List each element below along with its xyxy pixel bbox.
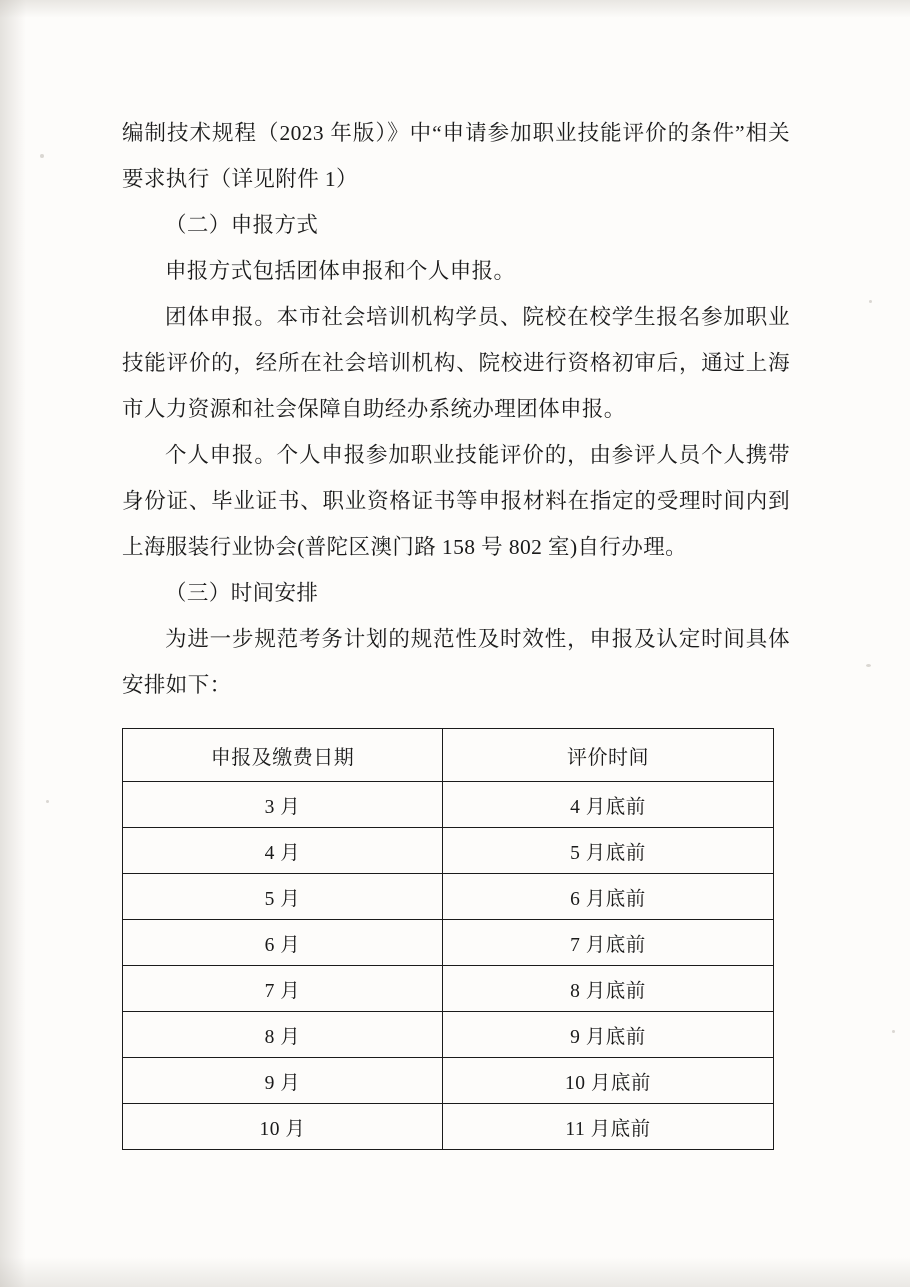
table-cell-evaluation-time: 10 月底前 bbox=[443, 1058, 774, 1104]
table-row bbox=[123, 828, 774, 874]
table-cell-evaluation-time: 9 月底前 bbox=[443, 1012, 774, 1058]
table-cell-application-date: 8 月 bbox=[123, 1012, 443, 1058]
table-cell-application-date: 3 月 bbox=[123, 782, 443, 828]
table-cell-evaluation-time: 11 月底前 bbox=[443, 1104, 774, 1150]
table-cell-evaluation-time: 7 月底前 bbox=[443, 920, 774, 966]
scan-edge-shadow-left bbox=[0, 0, 26, 1287]
table-cell-evaluation-time: 5 月底前 bbox=[443, 828, 774, 874]
table-cell-application-date: 6 月 bbox=[123, 920, 443, 966]
scan-speck bbox=[869, 300, 872, 303]
table-row bbox=[123, 1058, 774, 1104]
table-row bbox=[123, 966, 774, 1012]
scan-speck bbox=[892, 1030, 895, 1033]
scan-edge-shadow-bottom bbox=[0, 1257, 910, 1287]
paragraph-group-application: 团体申报。本市社会培训机构学员、院校在校学生报名参加职业技能评价的，经所在社会培训机构、院校进行资格初审后，通过上海市人力资源和社会保障自助经办系统办理团体申报。 bbox=[122, 305, 790, 421]
paragraph-section-3-intro: 为进一步规范考务计划的规范性及时效性，申报及认定时间具体安排如下： bbox=[122, 627, 790, 697]
table-header-cell-evaluation-time: 评价时间 bbox=[443, 729, 774, 782]
table-cell-application-date: 7 月 bbox=[123, 966, 443, 1012]
table-cell-application-date: 9 月 bbox=[123, 1058, 443, 1104]
paragraph-section-2-intro: 申报方式包括团体申报和个人申报。 bbox=[165, 259, 516, 283]
schedule-table bbox=[122, 728, 774, 1150]
table-row bbox=[123, 1012, 774, 1058]
table-row bbox=[123, 874, 774, 920]
paragraph-section-3-heading: （三）时间安排 bbox=[165, 581, 319, 605]
paragraph-individual-application: 个人申报。个人申报参加职业技能评价的，由参评人员个人携带身份证、毕业证书、职业资格证书等申报材料在指定的受理时间内到上海服装行业协会(普陀区澳门路 158 号 802 室)自行办理。 bbox=[122, 443, 790, 559]
paragraph-continuation: 编制技术规程（2023 年版）》中“申请参加职业技能评价的条件”相关要求执行（详见附件 1） bbox=[122, 121, 790, 191]
table-cell-evaluation-time: 8 月底前 bbox=[443, 966, 774, 1012]
scan-edge-shadow-top bbox=[0, 0, 910, 18]
scan-speck bbox=[40, 154, 44, 158]
table-header-cell-application-date: 申报及缴费日期 bbox=[123, 729, 443, 782]
schedule-table-wrapper bbox=[122, 728, 773, 1150]
table-row bbox=[123, 920, 774, 966]
table-cell-application-date: 5 月 bbox=[123, 874, 443, 920]
table-header-row bbox=[123, 729, 774, 782]
scan-speck bbox=[866, 664, 871, 667]
table-row bbox=[123, 782, 774, 828]
scan-speck bbox=[46, 800, 49, 803]
table-cell-application-date: 4 月 bbox=[123, 828, 443, 874]
paragraph-section-2-heading: （二）申报方式 bbox=[165, 213, 319, 237]
table-cell-application-date: 10 月 bbox=[123, 1104, 443, 1150]
table-cell-evaluation-time: 6 月底前 bbox=[443, 874, 774, 920]
table-cell-evaluation-time: 4 月底前 bbox=[443, 782, 774, 828]
table-row bbox=[123, 1104, 774, 1150]
